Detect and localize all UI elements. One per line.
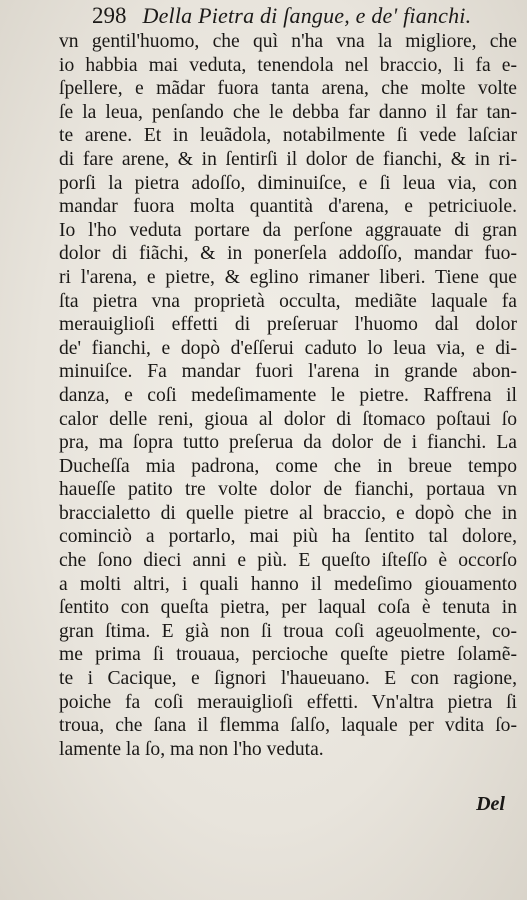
text-line: mandar fuora molta quantità d'arena, e petriciuole. — [59, 196, 517, 218]
text-line: merauiglioſi effetti di preſeruar l'huomo dal dolor — [59, 314, 517, 336]
text-line: di fare arene, & in ſentirſi il dolor de fianchi, & in ri- — [59, 148, 517, 170]
text-line: Io l'ho veduta portare da perſone aggrauate di gran — [59, 219, 517, 241]
text-line: cominciò a portarlo, mai più ha ſentito tal dolore, — [59, 526, 517, 548]
text-line: ſe la leua, penſando che le debba far danno il far tan- — [59, 101, 517, 123]
text-line: troua, che ſana il flemma ſalſo, laquale per vdita ſo- — [59, 715, 517, 737]
text-line: me prima ſi trouaua, percioche queſte pietre ſolamẽ- — [59, 644, 517, 666]
text-line: dolor di fiãchi, & in ponerſela addoſſo, mandar fuo- — [59, 243, 517, 265]
text-line: ri l'arena, e pietre, & eglino rimaner liberi. Tiene que — [59, 266, 517, 288]
text-line: a molti altri, i quali hanno il medeſimo giouamento — [59, 573, 517, 595]
text-line: che ſono dieci anni e più. E queſto iſteſſo è occorſo — [59, 550, 517, 572]
text-line: ſentito con queſta pietra, per laqual coſa è tenuta in — [59, 597, 517, 619]
text-line: ſta pietra vna proprietà occulta, mediãte laquale fa — [59, 290, 517, 312]
text-line: te i Cacique, e ſignori l'haueuano. E con ragione, — [59, 668, 517, 690]
text-line: ſpellere, e mãdar fuora tanta arena, che molte volte — [59, 78, 517, 100]
text-line: calor delle reni, gioua al dolor di ſtomaco poſtaui ſo — [59, 408, 517, 430]
text-line: porſi la pietra adoſſo, diminuiſce, e ſi leua via, con — [59, 172, 517, 194]
text-line: braccialetto di quelle pietre al braccio, e dopò che in — [59, 502, 517, 524]
page-header — [92, 3, 471, 29]
text-line: lamente la ſo, ma non l'ho veduta. — [59, 738, 324, 760]
text-line: minuiſce. Fa mandar fuori l'arena in grande abon- — [59, 361, 517, 383]
running-title: Della Pietra di ſangue, e de' fianchi. — [142, 3, 472, 28]
body-text — [59, 30, 517, 761]
text-line: io habbia mai veduta, tenendola nel braccio, li fa e- — [59, 54, 517, 76]
catchword: Del — [476, 793, 505, 815]
text-line: pra, ma ſopra tutto preſerua da dolor de i fianchi. La — [59, 432, 517, 454]
text-line: vn gentil'huomo, che quì n'ha vna la migliore, che — [59, 31, 517, 52]
text-line: poiche fa coſi merauiglioſi effetti. Vn'altra pietra ſi — [59, 691, 517, 713]
page-number: 298 — [92, 3, 127, 28]
text-line: Ducheſſa mia padrona, come che in breue tempo — [59, 455, 517, 477]
text-line: danza, e coſi medeſimamente le pietre. Raffrena il — [59, 384, 517, 406]
text-line: haueſſe patito tre volte dolor de fianchi, portaua vn — [59, 479, 517, 501]
text-line: de' fianchi, e dopò d'eſſerui caduto lo leua via, e di- — [59, 337, 517, 359]
text-line: te arene. Et in leuãdola, notabilmente ſi vede laſciar — [59, 125, 517, 147]
bleed-through-text — [105, 766, 485, 787]
text-line: gran ſtima. E già non ſi troua coſi ageuolmente, co- — [59, 620, 517, 642]
